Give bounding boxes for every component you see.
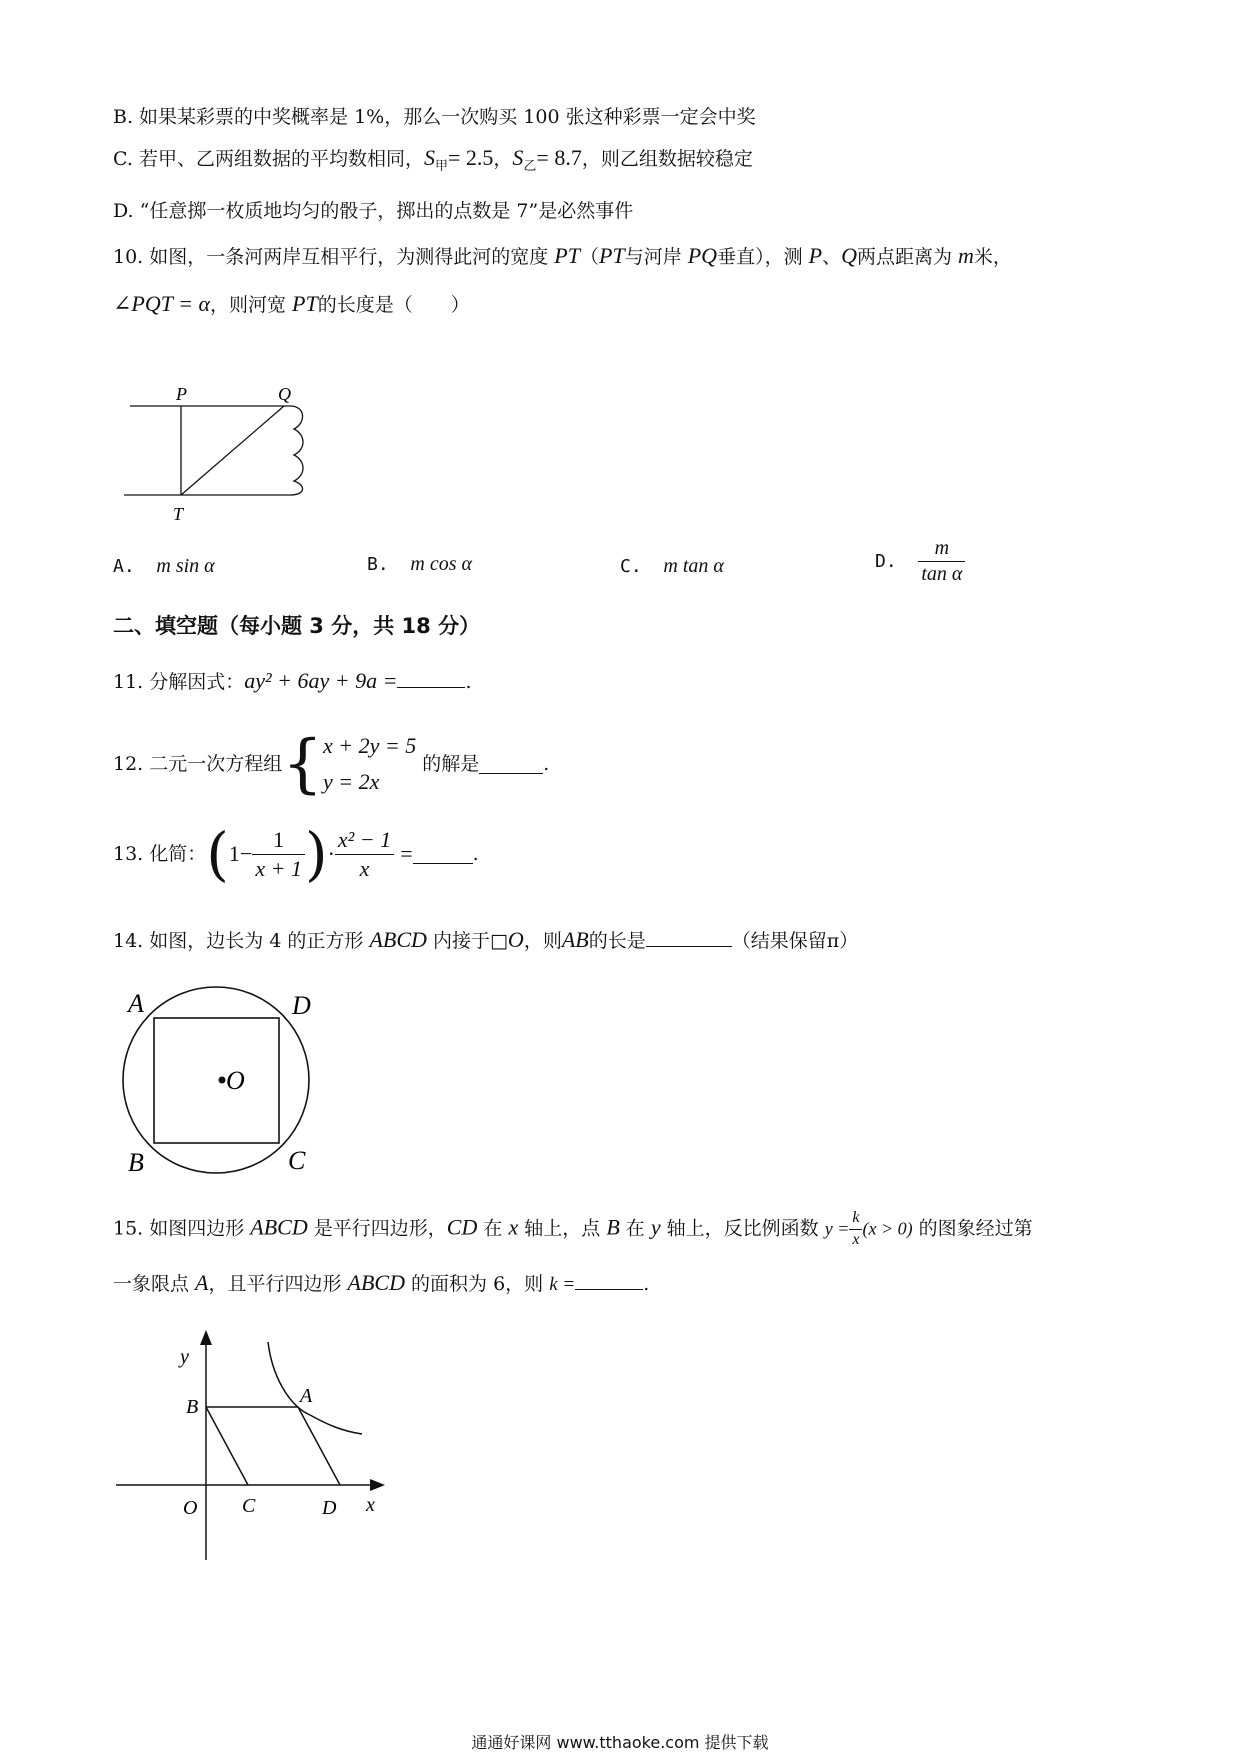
label-b-point: B — [186, 1396, 199, 1418]
label-y-axis: y — [180, 1346, 189, 1368]
label-o-origin: O — [183, 1497, 198, 1519]
option-b-label: B. — [367, 554, 389, 575]
segment-qt — [181, 406, 284, 495]
q15-line1 — [113, 1210, 1033, 1258]
q14-o: O — [507, 927, 524, 952]
q10-text-i: 的长度是（ ） — [317, 294, 470, 316]
q14-text-b: ，则 — [523, 930, 562, 952]
label-c-point: C — [242, 1495, 256, 1517]
q15-text-i: ，且平行四边形 — [208, 1273, 348, 1295]
label-a: A — [128, 989, 144, 1018]
q14-arc-ab: AB — [561, 927, 589, 952]
q15-func-num: k — [849, 1210, 862, 1230]
q12-system — [323, 728, 416, 800]
q10-m: m — [958, 243, 974, 268]
q15-y: y — [650, 1214, 661, 1240]
q13-f1-den: x + 1 — [255, 855, 302, 881]
q13-dot: · — [327, 841, 335, 866]
q15-func-fraction — [849, 1210, 862, 1249]
q12-answer-blank[interactable] — [479, 755, 543, 774]
q15-text-h: 一象限点 — [113, 1273, 196, 1295]
variance-symbol-2: S — [512, 145, 524, 170]
q15-text-a: 15. 如图四边形 — [113, 1217, 251, 1240]
variance-symbol-1: S — [423, 145, 435, 170]
option-a-label: A. — [113, 556, 135, 577]
label-c: C — [288, 1146, 306, 1175]
q13-equals: = — [400, 841, 413, 866]
segment-ad — [298, 1407, 340, 1485]
q10-pt: PT — [554, 243, 580, 268]
q15-abcd-2: ABCD — [347, 1270, 405, 1295]
river-diagram — [110, 375, 330, 535]
label-a-point: A — [300, 1385, 313, 1407]
q13-period: . — [472, 843, 479, 865]
q10-q: Q — [841, 243, 857, 268]
q10-option-b — [367, 553, 472, 576]
option-d-den: tan α — [921, 563, 963, 585]
q13-f2-den: x — [359, 855, 370, 881]
q14-circle-symbol: □ — [489, 930, 508, 952]
q15-line2 — [113, 1270, 649, 1298]
q11-period: . — [465, 671, 472, 693]
q15-func-den: x — [852, 1230, 860, 1248]
q13-answer-blank[interactable] — [413, 845, 473, 864]
variance-sub-1: 甲 — [434, 158, 448, 174]
q14-text-a: 内接于 — [426, 930, 490, 952]
q13-prefix: 13. 化简： — [113, 843, 207, 865]
option-c-label: C. — [620, 556, 642, 577]
q11-expression: ay² + 6ay + 9a = — [244, 668, 398, 693]
q11-prefix: 11. 分解因式： — [113, 671, 245, 693]
page-footer: 通通好课网 www.tthaoke.com 提供下载 — [471, 1733, 769, 1752]
q15-x: x — [508, 1214, 519, 1240]
q10-text-c: 与河岸 — [624, 246, 688, 268]
q10-text-g: 米， — [973, 246, 1012, 268]
q12-brace: { — [282, 727, 323, 801]
river-break-curve — [290, 406, 303, 495]
q10-stem-line1 — [113, 243, 1012, 270]
q14-text-c: 的长是 — [588, 930, 646, 952]
label-t: T — [173, 504, 184, 524]
q15-text-d: 轴上，点 — [518, 1217, 607, 1240]
q14-suffix: （结果保留π） — [731, 930, 859, 952]
q12-equation-1: x + 2y = 5 — [322, 733, 417, 758]
center-point-o — [219, 1077, 226, 1084]
q15-text-b: 是平行四边形， — [307, 1217, 447, 1240]
q13-fraction-2 — [335, 828, 394, 879]
q14 — [113, 927, 858, 954]
q10-pq: PQ — [687, 243, 718, 268]
q15-a: A — [195, 1270, 209, 1295]
q15-text-e: 在 — [619, 1217, 651, 1240]
q13-fraction-1 — [252, 828, 305, 879]
q13-right-paren: ) — [304, 820, 328, 888]
q15-abcd: ABCD — [250, 1214, 308, 1240]
q10-pt-2: PT — [599, 243, 625, 268]
q14-prefix: 14. 如图，边长为 4 的正方形 — [113, 930, 370, 952]
label-o: O — [226, 1066, 245, 1095]
label-x-axis: x — [366, 1494, 375, 1516]
q13-left-paren: ( — [206, 820, 229, 888]
q15-answer-blank[interactable] — [575, 1271, 643, 1290]
q15-b: B — [606, 1214, 620, 1240]
option-d-label: D. — [875, 551, 897, 572]
q11-answer-blank[interactable] — [397, 669, 465, 688]
q13-f1-num: 1 — [252, 828, 305, 854]
q10-option-a — [113, 555, 215, 578]
q12 — [113, 727, 550, 801]
q13-one-minus: 1− — [228, 841, 253, 866]
q10-text-e: 、 — [822, 246, 842, 268]
option-d-fraction — [918, 538, 965, 585]
section-2-heading: 二、填空题（每小题 3 分，共 18 分） — [113, 614, 481, 638]
hyperbola-curve — [268, 1342, 362, 1434]
q12-period: . — [543, 753, 550, 775]
variance-value-1: = 2.5 — [447, 145, 494, 170]
q14-answer-blank[interactable] — [646, 928, 732, 947]
q15-text-f: 轴上，反比例函数 — [660, 1217, 825, 1240]
q12-prefix: 12. 二元一次方程组 — [113, 753, 283, 775]
q13-f2-num: x² − 1 — [335, 828, 394, 854]
option-c-value: m tan α — [663, 555, 724, 577]
variance-sub-2: 乙 — [523, 158, 537, 174]
q12-equation-2: y = 2x — [322, 769, 380, 794]
q14-abcd: ABCD — [369, 927, 427, 952]
label-b: B — [128, 1148, 144, 1177]
option-d-num: m — [918, 538, 965, 562]
q9-option-c — [113, 145, 753, 180]
q11 — [113, 668, 471, 695]
q10-pt-3: PT — [292, 291, 318, 316]
q10-p: P — [808, 243, 823, 268]
q9-option-c-suffix: ，则乙组数据较稳定 — [581, 148, 753, 170]
parallelogram-graph — [110, 1325, 400, 1565]
q10-text-d: 垂直），测 — [717, 246, 809, 268]
circle-o — [123, 987, 309, 1173]
label-d-point: D — [322, 1497, 337, 1519]
q15-text-c: 在 — [477, 1217, 509, 1240]
q10-text-h: ，则河宽 — [210, 294, 293, 316]
q10-text-a: 10. 如图，一条河两岸互相平行，为测得此河的宽度 — [113, 246, 555, 268]
label-q: Q — [278, 384, 291, 404]
q10-stem-line2 — [113, 291, 470, 318]
option-a-value: m sin α — [156, 555, 215, 577]
q9-option-c-prefix: C. 若甲、乙两组数据的平均数相同， — [113, 148, 424, 170]
q15-k: k = — [549, 1274, 576, 1295]
q9-option-d: D. “任意掷一枚质地均匀的骰子，掷出的点数是 7”是必然事件 — [113, 200, 634, 222]
label-p: P — [176, 384, 187, 404]
segment-bc — [206, 1407, 248, 1485]
q10-text-b: （ — [579, 246, 599, 268]
variance-value-2: = 8.7 — [536, 145, 582, 170]
q10-text-f: 两点距离为 — [856, 246, 959, 268]
q10-option-d — [875, 538, 965, 585]
q9-option-c-sep: ， — [493, 148, 513, 170]
label-d: D — [292, 991, 311, 1020]
q15-text-j: 的面积为 6，则 — [405, 1273, 550, 1295]
q13 — [113, 820, 479, 895]
circle-square-diagram — [110, 980, 350, 1180]
q10-angle: ∠PQT = α — [113, 291, 210, 316]
q9-option-b: B. 如果某彩票的中奖概率是 1%，那么一次购买 100 张这种彩票一定会中奖 — [113, 106, 756, 128]
q12-text: 的解是 — [422, 753, 480, 775]
q15-func-condition: (x > 0) — [862, 1218, 913, 1239]
q15-text-g: 的图象经过第 — [912, 1217, 1033, 1240]
q15-cd: CD — [446, 1214, 478, 1240]
q10-option-c — [620, 555, 724, 578]
option-b-value: m cos α — [410, 553, 472, 575]
q15-func-y: y = — [824, 1218, 850, 1239]
q15-period: . — [643, 1273, 650, 1295]
square-abcd — [154, 1018, 279, 1143]
